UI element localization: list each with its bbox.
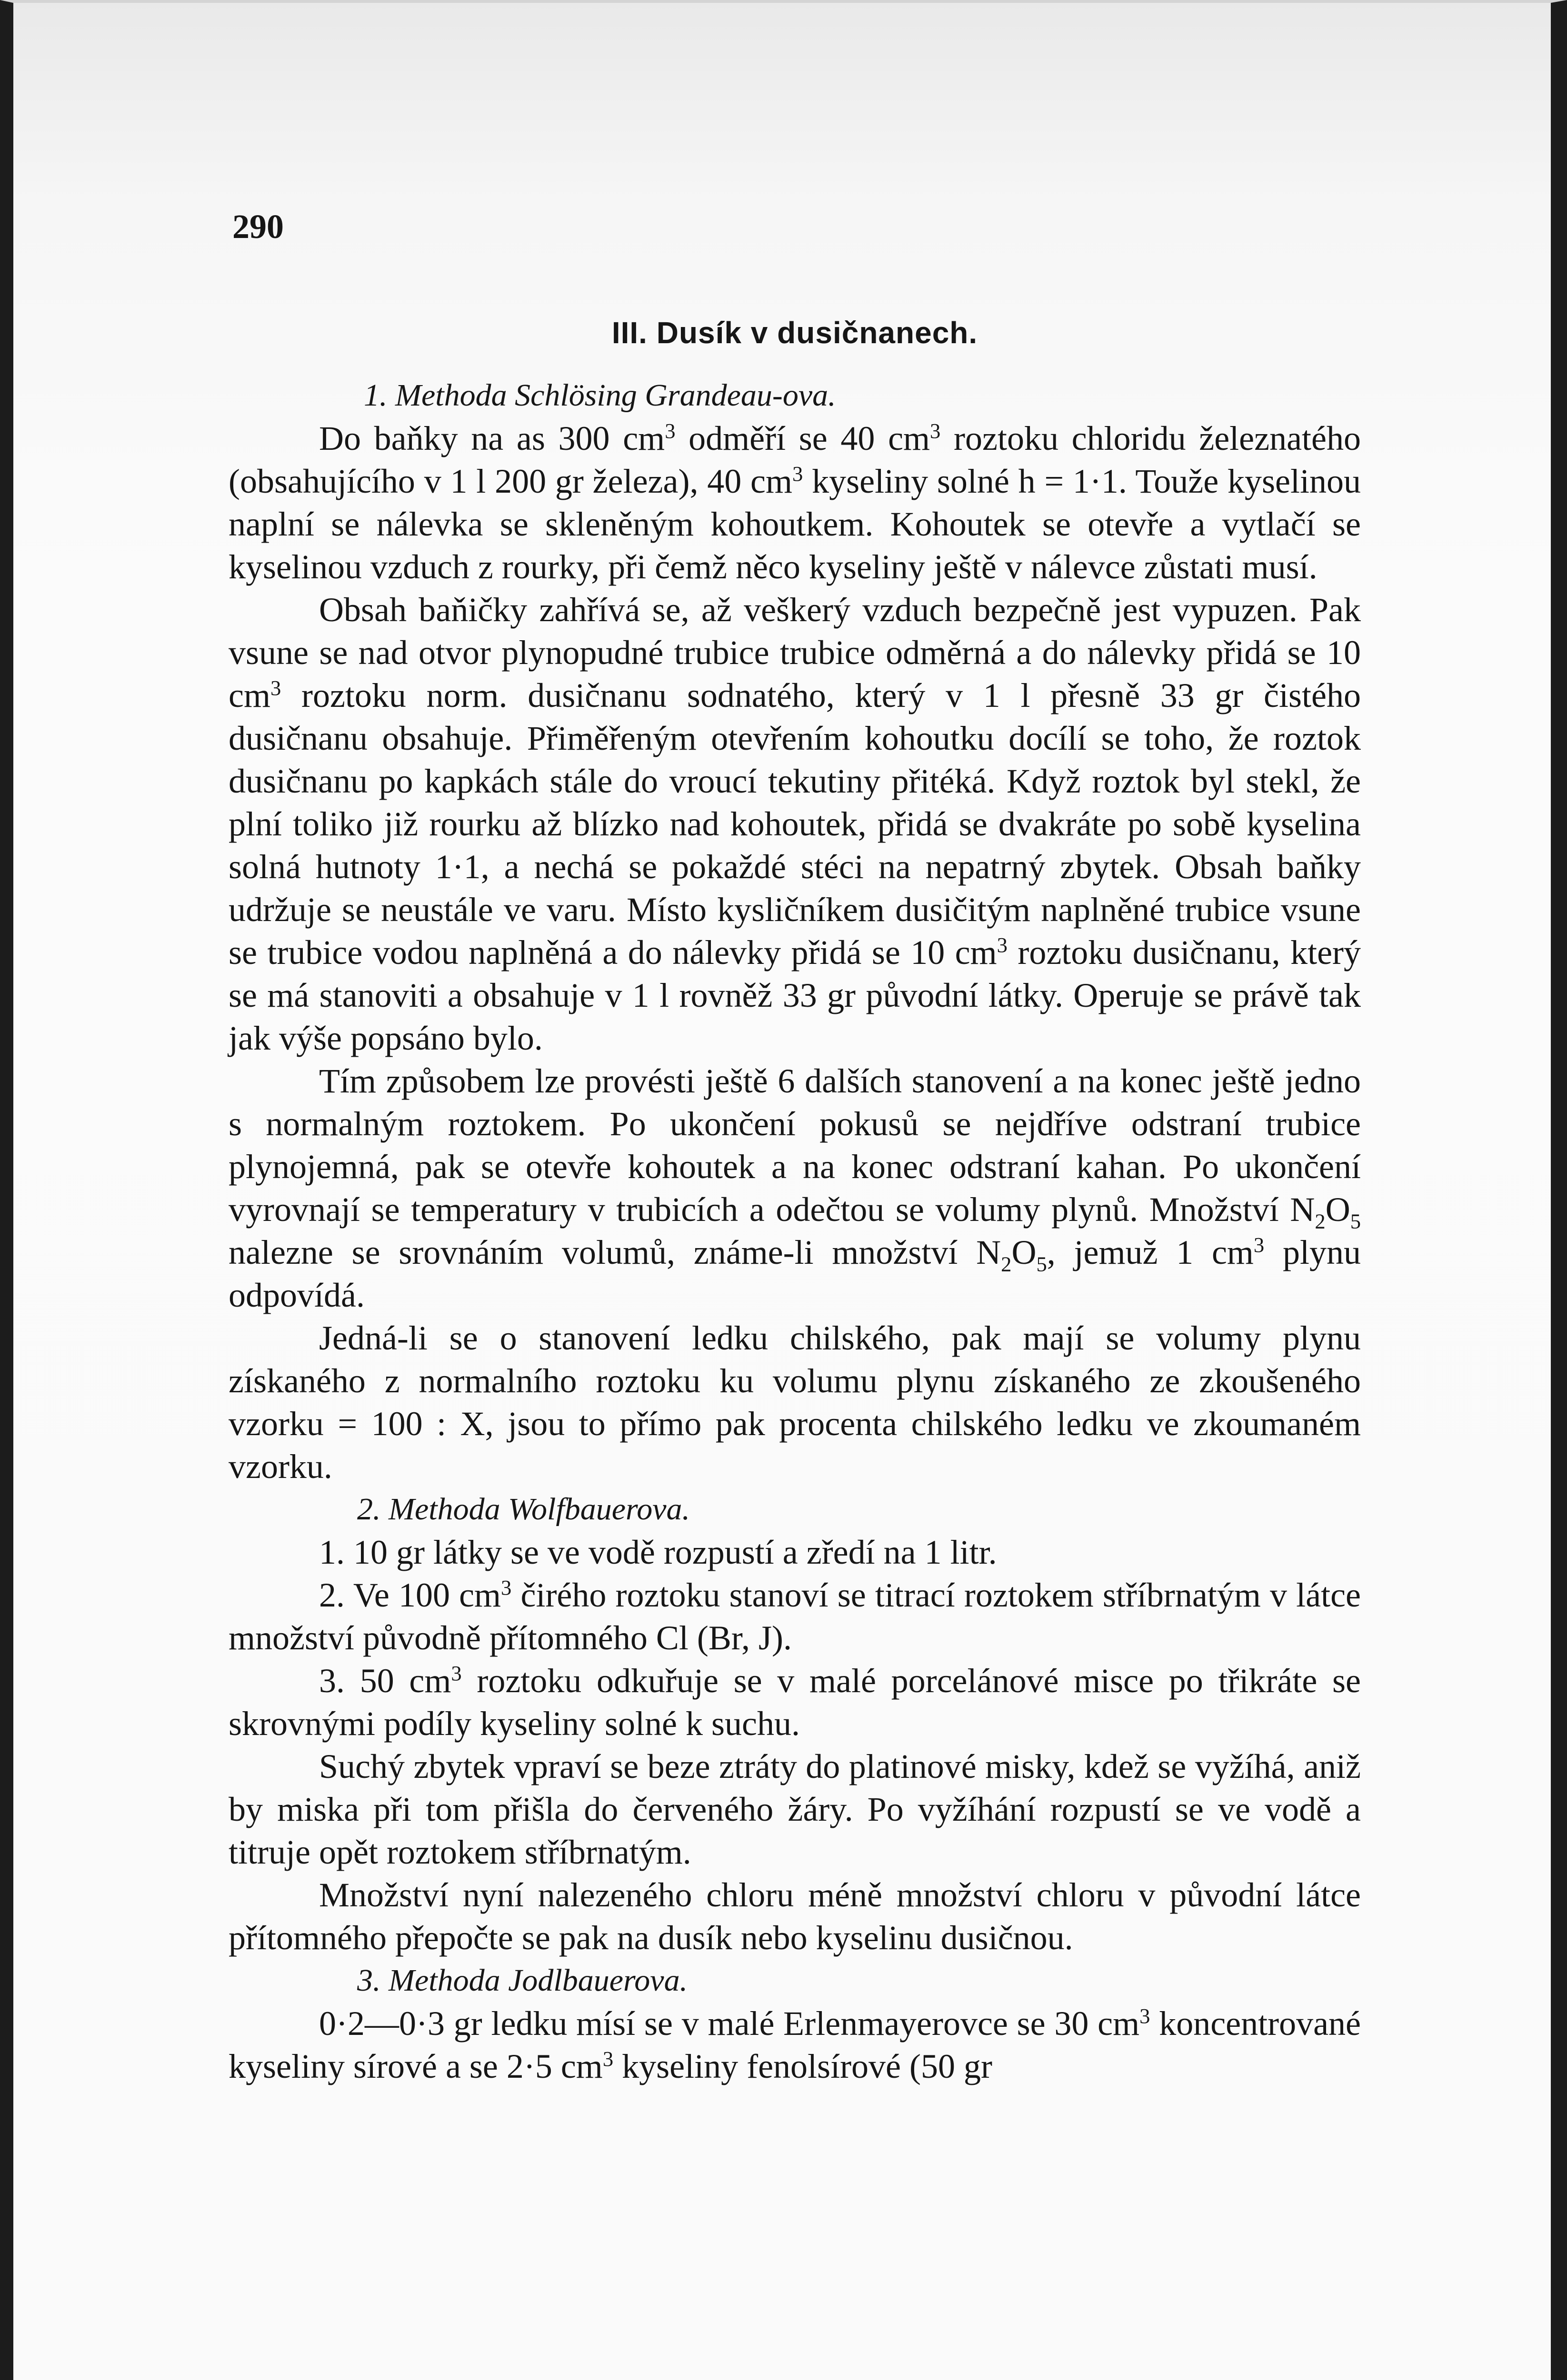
paragraph-4: Jedná-li se o stanovení ledku chilského, pak mají se volumy plynu získaného z normalního roztoku ku volumu plynu získaného ze zkoušeného vzorku = 100 : X, jsou to přímo pak procenta chilského ledku ve zkoumaném vzorku.	[229, 1319, 1361, 1486]
method-3-title: 3. Methoda Jodlbauerova.	[357, 1963, 688, 1998]
paragraph-6: Množství nyní nalezeného chloru méně množství chloru v původní látce přítomného přepočte se pak na dusík nebo kyselinu dusičnou.	[229, 1876, 1361, 1957]
method-2-step-1: 1. 10 gr látky se ve vodě rozpustí a zředí na 1 litr.	[319, 1533, 997, 1571]
paragraph-2: Obsah baňičky zahřívá se, až veškerý vzduch bezpečně jest vypuzen. Pak vsune se nad otvor plynopudné trubice trubice odměrná a do nálevky přidá se 10 $cm^3$ roztoku norm. dusičnanu sodnatého, který v 1 l přesně 33 gr čistého dusičnanu obsahuje. Přiměřeným otevřením kohoutku docílí se toho, že roztok dusičnanu po kapkách stále do vroucí tekutiny přitéká. Když roztok byl stekl, že plní toliko již rourku až blízko nad kohoutek, přidá se dvakráte po sobě kyselina solná hutnoty 1·1, a nechá se pokaždé stéci na nepatrný zbytek. Obsah baňky udržuje se neustále ve varu. Místo kysličníkem dusičitým naplněné trubice vsune se trubice vodou naplněná a do nálevky přidá se 10 $cm^3$ roztoku dusičnanu, který se má stanoviti a obsahuje v 1 l rovněž 33 gr původní látky. Operuje se právě tak jak výše popsáno bylo.	[229, 591, 1361, 1057]
paragraph-1: Do baňky na as 300 $cm^3$ odměří se 40 $cm^3$ roztoku chloridu železnatého (obsahujícího v 1 l 200 gr železa), 40 $cm^3$ kyseliny solné h = 1·1. Touže kyselinou naplní se nálevka se skleněným kohoutkem. Kohoutek se otevře a vytlačí se kyselinou vzduch z rourky, při čemž něco kyseliny ještě v nálevce zůstati musí.	[229, 419, 1361, 586]
paragraph-3: Tím způsobem lze provésti ještě 6 dalších stanovení a na konec ještě jedno s normalným roztokem. Po ukončení pokusů se nejdříve odstraní trubice plynojemná, pak se otevře kohoutek a na konec odstraní kahan. Po ukončení vyrovnají se temperatury v trubicích a odečtou se volumy plynů. Množství $N_2O_5$ nalezne se srovnáním volumů, známe-li množství $N_2O_5$, jemuž 1 $cm^3$ plynu odpovídá.	[229, 1062, 1361, 1314]
method-2-title: 2. Methoda Wolfbauerova.	[357, 1492, 690, 1527]
method-2-step-3: 3. 50 $cm^3$ roztoku odkuřuje se v malé porcelánové misce po třikráte se skrovnými podíly kyseliny solné k suchu.	[229, 1661, 1361, 1743]
paragraph-7: 0·2—0·3 gr ledku mísí se v malé Erlenmayerovce se 30 $cm^3$ koncentrované kyseliny sírové a se 2·5 $cm^3$ kyseliny fenolsírové (50 gr	[229, 2004, 1361, 2085]
paragraph-5: Suchý zbytek vpraví se beze ztráty do platinové misky, kdež se vyžíhá, aniž by miska při tom přišla do červeného žáry. Po vyžíhání rozpustí se ve vodě a titruje opět roztokem stříbrnatým.	[229, 1747, 1361, 1871]
page-number: 290	[232, 208, 284, 246]
method-1-title: 1. Methoda Schlösing Grandeau-ova.	[364, 378, 836, 413]
method-2-step-2: 2. Ve 100 $cm^3$ čirého roztoku stanoví se titrací roztokem stříbrnatým v látce množství původně přítomného Cl (Br, J).	[229, 1576, 1361, 1657]
section-heading: III. Dusík v dusičnanech.	[611, 316, 978, 350]
book-page	[229, 209, 1361, 2088]
